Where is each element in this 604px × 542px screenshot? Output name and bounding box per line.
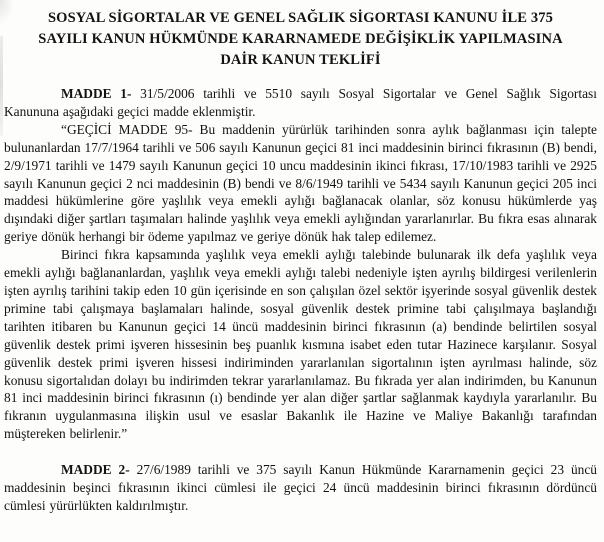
paragraph-gecici-madde-95-text: “GEÇİCİ MADDE 95- Bu maddenin yürürlük tarihinden sonra aylık bağlanması için talepte bulunanlardan 17/7/1964 tarihli ve 506 sayılı Kanunun geçici 81 inci maddesinin birinci fıkrasının (B) bendi, 2/9/1971 tarihli ve 1479 sayılı Kanunun geçici 10 uncu maddesinin ikinci fıkrası, 17/10/1983 tarihli ve 2925 sayılı Kanunun geçici 2 nci maddesinin (B) bendi ve 8/6/1949 tarihli ve 5434 sayılı Kanunun geçici 205 inci maddesi hükümlerine göre yaşlılık veya emekli aylığı bağlanacak olanlar, söz konusu hükümlerde yaş dışındaki diğer şartları taşımaları halinde yaşlılık veya emekli aylığından yararlanırlar. Bu fıkra esas alınarak geriye dönük herhangi bir ödeme yapılmaz ve geriye dönük hak talep edilemez. [4,121,597,245]
paragraph-madde-2 [4,461,597,515]
document-title-line-2: SAYILI KANUN HÜKMÜNDE KARARNAMEDE DEĞİŞİKLİK YAPILMASINA [38,31,563,47]
paragraph-madde-1-text: 31/5/2006 tarihli ve 5510 sayılı Sosyal Sigortalar ve Genel Sağlık Sigortası Kanununa aşağıdaki geçici madde eklenmiştir. [4,86,597,119]
paragraph-madde-2-lead: MADDE 2- [61,462,130,478]
document-title [10,8,591,71]
scan-artifact-left-edge [0,36,3,136]
document-title-line-1: SOSYAL SİGORTALAR VE GENEL SAĞLIK SİGORTASI KANUNU İLE 375 [47,10,554,26]
paragraph-madde-1-lead: MADDE 1- [61,86,132,101]
paragraph-birinci-fikra [4,246,597,443]
document-title-line-3: DAİR KANUN TEKLİFİ [220,52,381,68]
paragraph-gecici-madde-95 [4,121,597,246]
paragraph-madde-1 [4,85,597,121]
paragraph-birinci-fikra-text: Birinci fıkra kapsamında yaşlılık veya emekli aylığı talebinde bulunarak ilk defa yaşlılık veya emekli aylığı bağlananlardan, yaşlılık veya emekli aylığı talebi nedeniyle işten ayrılış bildirgesi verilenlerin işten ayrılış tarihini takip eden 10 gün içerisinde en son çalışılan özel sektör işyerinde sosyal güvenlik destek primine tabi çalışmaya başlamaları halinde, sosyal güvenlik destek primine tabi çalışılmaya başlandığı tarihten itibaren bu Kanunun geçici 14 üncü maddesinin birinci fıkrasının (a) bendinde belirtilen sosyal güvenlik destek primi işveren hissesinin beş puanlık kısmına isabet eden tutar Hazinece karşılanır. Sosyal güvenlik destek primi işveren hissesi indiriminden yararlanılan sigortalının işten ayrılması halinde, söz konusu sigortalıdan dolayı bu indirimden tekrar yararlanılamaz. Bu fıkrada yer alan indirimden, bu Kanunun 81 inci maddesinin birinci fıkrasının (ı) bendinde yer alan diğer şartlar sağlanmak kaydıyla yararlanılır. Bu fıkranın uygulanmasına ilişkin usul ve esaslar Bakanlık ile Hazine ve Maliye Bakanlığı tarafından müştereken belirlenir.” [4,247,597,442]
paragraph-madde-2-text: 27/6/1989 tarihli ve 375 sayılı Kanun Hükmünde Kararnamenin geçici 23 üncü maddesinin beşinci fıkrasının ikinci cümlesi ile geçici 24 üncü maddesinin birinci fıkrasının dördüncü cümlesi yürürlükten kaldırılmıştır. [4,462,597,513]
